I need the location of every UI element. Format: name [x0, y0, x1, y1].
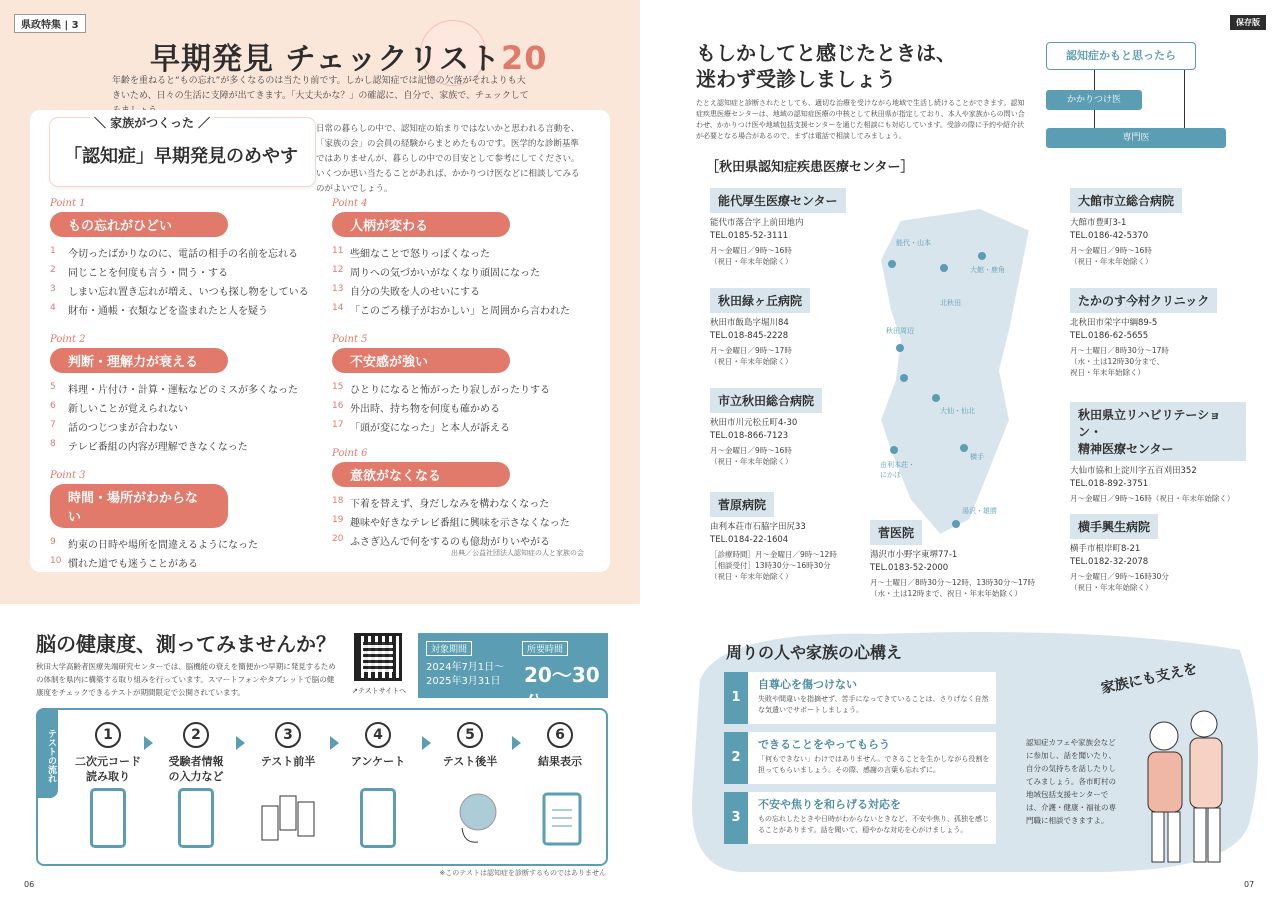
map-marker [978, 252, 986, 260]
checklist-item: 18 下着を替えず、身だしなみを構わなくなった [332, 496, 550, 510]
flow-tab: テストの流れ [36, 708, 58, 798]
section-tag: 県政特集 | 3 [14, 14, 86, 33]
save-tag: 保存版 [1230, 15, 1266, 30]
point-3 [50, 470, 330, 574]
checklist-item: 6 新しいことが覚えられない [50, 401, 188, 415]
step-2: 2 受験者情報 の入力など [156, 722, 236, 784]
care-tip-3: 3 不安や焦りを和らげる対応を もの忘れしたときや日時がわからないときなど、不安や焦り、孤独を感じることがあります。話を聞いて、穏やかな対応を心がけましょう。 [724, 792, 996, 844]
family-support-heading: 家族にも支えを [1099, 660, 1199, 697]
point-2 [50, 334, 330, 457]
point-title: もの忘れがひどい [50, 212, 228, 237]
step-4: 4 アンケート [338, 722, 418, 769]
point-title: 不安感が強い [332, 348, 510, 373]
brain-icon [444, 788, 514, 852]
page-number-left: 06 [24, 880, 35, 889]
hospital-card: 秋田県立リハビリテーション・ 精神医療センター 大仙市協和上淀川字五百刈田352 TEL.018-892-3751 月〜金曜日／9時〜16時（祝日・年末年始除く） [1070, 402, 1246, 504]
map-label-akita: 秋田周辺 [886, 327, 914, 335]
hospital-card: 能代厚生医療センター 能代市落合字上前田地内 TEL.0185-52-3111 月〜金曜日／9時〜16時 （祝日・年末年始除く） [710, 188, 890, 267]
step-3: 3 テスト前半 [248, 722, 328, 769]
clipboard-icon [542, 788, 582, 852]
center-heading: ［秋田県認知症疾患医療センター］ [706, 160, 914, 175]
checklist-item: 3 しまい忘れ置き忘れが増え、いつも探し物をしている [50, 284, 309, 298]
brain-test-title: 脳の健康度、測ってみませんか？ [36, 632, 336, 656]
map-marker [940, 264, 948, 272]
checklist-item: 9 約束の日時や場所を間違えるようになった [50, 537, 258, 551]
qr-code[interactable] [354, 633, 402, 681]
care-tip-1: 1 自尊心を傷つけない 失敗や間違いを指摘せず、苦手になってきていることは、さりげなく自然な気遣いでサポートしましょう。 [724, 672, 996, 724]
flowchart-start: 認知症かもと思ったら [1046, 42, 1196, 70]
test-period-box [418, 633, 608, 716]
title-number: 20 [500, 39, 548, 77]
map-label-odate: 大館・鹿角 [970, 266, 1005, 274]
flow-line [1184, 70, 1185, 128]
care-tip-2: 2 できることをやってもらう 「何もできない」わけではありません。できることを生かしながら役割を担ってもらいましょう。その際、感謝の言葉も忘れずに。 [724, 732, 996, 784]
smartphone-survey-icon [360, 788, 396, 848]
hospital-card: 大館市立総合病院 大館市豊町3-1 TEL.0186-42-5370 月〜金曜日／9時〜16時 （祝日・年末年始除く） [1070, 188, 1250, 267]
period-label: 対象期間 [426, 641, 472, 656]
brain-test-description: 秋田大学高齢者医療先端研究センターでは、脳機能の衰えを簡便かつ早期に発見するための体制を県内に構築する取り組みを行っています。スマートフォンやタブレットで脳の健康度をチェックできるテストが期間限定で公開されています。 [36, 662, 336, 697]
card-subtitle: ＼ 家族がつくった ／ [90, 114, 214, 131]
hospital-card: 秋田緑ヶ丘病院 秋田市飯島字堀川84 TEL.018-845-2228 月〜金曜日／9時〜17時 （祝日・年末年始除く） [710, 288, 890, 367]
family-illustration [1124, 696, 1244, 876]
point-label: Point 6 [332, 448, 368, 459]
hospital-card: 横手興生病院 横手市根岸町8-21 TEL.0182-32-2078 月〜金曜日／9時〜16時30分 （祝日・年末年始除く） [1070, 514, 1250, 593]
consult-text: たとえ認知症と診断されたとしても、適切な治療を受けながら地域で生活し続けることができます。認知症疾患医療センターは、地域の認知症医療の中核として秋田県が指定しており、本人や家族からの問い合わせ、かかりつけ医や地域包括支援センターを通じた相談にも対応しています。受診の際に予約や紹介状が必要となる場合があるので、まずは電話で相談してみましょう。 [696, 99, 1025, 140]
point-title: 時間・場所がわからない [50, 484, 228, 528]
checklist-item: 11 些細なことで怒りっぽくなった [332, 246, 490, 260]
checklist-item: 14 「このごろ様子がおかしい」と周囲から言われた [332, 303, 570, 317]
map-marker [900, 374, 908, 382]
page-title: 早期発見 チェックリスト20 [150, 39, 548, 77]
point-label: Point 3 [50, 470, 86, 481]
flow-line [1094, 110, 1095, 128]
checklist-card [30, 110, 610, 572]
card-description: 日常の暮らしの中で、認知症の始まりではないかと思われる言動を、「家族の会」の会員の経験からまとめたものです。医学的な診断基準ではありませんが、暮らしの中での目安として参考にしてください。いくつか思い当たることがあれば、かかりつけ医などに相談してみるのがよいでしょう。 [316, 124, 580, 194]
consult-title: もしかしてと感じたときは、 迷わず受診しましょう [696, 41, 956, 91]
page-number-right: 07 [1244, 880, 1255, 889]
checklist-item: 8 テレビ番組の内容が理解できなくなった [50, 439, 248, 453]
checklist-item: 1 今切ったばかりなのに、電話の相手の名前を忘れる [50, 246, 298, 260]
flowchart-specialist: 専門医 [1046, 128, 1226, 148]
hospital-card: たかのす今村クリニック 北秋田市栄字中綱89-5 TEL.0186-62-5655 月〜土曜日／8時30分〜17時 （水・土は12時30分まで、 祝日・年末年始除く） [1070, 288, 1250, 378]
hospital-card: 市立秋田総合病院 秋田市川元松丘町4-30 TEL.018-866-7123 月〜金曜日／9時〜16時 （祝日・年末年始除く） [710, 388, 890, 467]
point-label: Point 2 [50, 334, 86, 345]
hospital-card: 菅医院 湯沢市小野字東堺77-1 TEL.0183-52-2000 月〜土曜日／8時30分〜12時、13時30分〜17時 （水・土は12時まで、祝日・年末年始除く） [870, 520, 1070, 599]
checklist-item: 17 「頭が変になった」と本人が訴える [332, 420, 510, 434]
point-1 [50, 198, 330, 321]
checklist-item: 15 ひとりになると怖がったり寂しがったりする [332, 382, 550, 396]
care-side-text: 認知症カフェや家族会などに参加し、話を聞いたり、自分の気持ちを話したりしてみましょう。各市町村の地域包括支援センターでは、介護・健康・福祉の専門職に相談できますよ。 [1026, 738, 1116, 825]
disclaimer-note: ※このテストは認知症を診断するものではありません [439, 869, 606, 877]
map-marker [896, 344, 904, 352]
checklist-item: 12 周りへの気づかいがなくなり頑固になった [332, 265, 540, 279]
flowchart-family-doctor: かかりつけ医 [1046, 90, 1142, 110]
map-label-kitaakita: 北秋田 [940, 299, 961, 307]
period-value: 2024年7月1日〜 2025年3月31日 [426, 662, 505, 687]
point-label: Point 4 [332, 198, 368, 209]
step-5: 5 テスト後半 [430, 722, 510, 769]
test-flow [36, 708, 608, 866]
qr-label[interactable]: ↗テストサイトへ [352, 687, 407, 695]
checklist-item: 10 慣れた道でも迷うことがある [50, 556, 198, 570]
duration-value: 20〜30分 [524, 663, 600, 716]
point-title: 意欲がなくなる [332, 462, 510, 487]
checklist-item: 7 話のつじつまが合わない [50, 420, 178, 434]
smartphone-qr-icon [90, 788, 126, 848]
checklist-item: 16 外出時、持ち物を何度も確かめる [332, 401, 500, 415]
checklist-item: 2 同じことを何度も言う・問う・する [50, 265, 228, 279]
map-marker [960, 444, 968, 452]
card-heading-box [50, 118, 315, 186]
duration-label: 所要時間 [522, 641, 568, 656]
point-title: 判断・理解力が衰える [50, 348, 228, 373]
word-cards-icon [258, 788, 322, 852]
step-1: 1 二次元コード 読み取り [68, 722, 148, 784]
map-label-yokote: 横手 [970, 453, 984, 461]
map-marker [932, 394, 940, 402]
step-6: 6 結果表示 [520, 722, 600, 769]
source-credit: 出典／公益社団法人認知症の人と家族の会 [451, 549, 584, 557]
checklist-item: 19 趣味や好きなテレビ番組に興味を示さなくなった [332, 515, 570, 529]
map-label-noshiro: 能代・山本 [896, 239, 931, 247]
checklist-item: 13 自分の失敗を人のせいにする [332, 284, 480, 298]
hospital-card: 菅原病院 由利本荘市石脇字田尻33 TEL.0184-22-1604 ［診療時間］月〜金曜日／9時〜12時 ［相談受付］13時30分〜16時30分 （祝日・年末年始除く） [710, 492, 880, 582]
point-title: 人柄が変わる [332, 212, 510, 237]
map-label-yuzawa: 湯沢・雄勝 [962, 507, 997, 515]
card-title: 「認知症」早期発見のめやす [64, 146, 298, 167]
point-4 [332, 198, 612, 321]
point-label: Point 1 [50, 198, 86, 209]
point-label: Point 5 [332, 334, 368, 345]
flow-line [1094, 70, 1095, 90]
intro-text: 年齢を重ねると“もの忘れ”が多くなるのは当たり前です。しかし認知症では記憶の欠落がそれよりも大きいため、日々の生活に支障が出てきます。「大丈夫かな？」の確認に、自分で、家族で、チェックして [112, 76, 529, 101]
checklist-item: 20 ふさぎ込んで何をするのも億劫がりいやがる [332, 534, 550, 548]
family-care-section [680, 620, 1268, 878]
care-title: 周りの人や家族の心構え [726, 643, 903, 662]
map-label-daisen: 大仙・仙北 [940, 407, 975, 415]
point-5 [332, 334, 612, 438]
arrow-icon [236, 736, 245, 750]
arrow-icon [144, 736, 153, 750]
map-marker [890, 446, 898, 454]
point-6 [332, 448, 612, 552]
checklist-item: 5 料理・片付け・計算・運転などのミスが多くなった [50, 382, 298, 396]
checklist-item: 4 財布・通帳・衣類などを盗まれたと人を疑う [50, 303, 268, 317]
map-label-yuri: 由利本荘・にかほ [880, 461, 915, 479]
smartphone-form-icon [178, 788, 214, 848]
